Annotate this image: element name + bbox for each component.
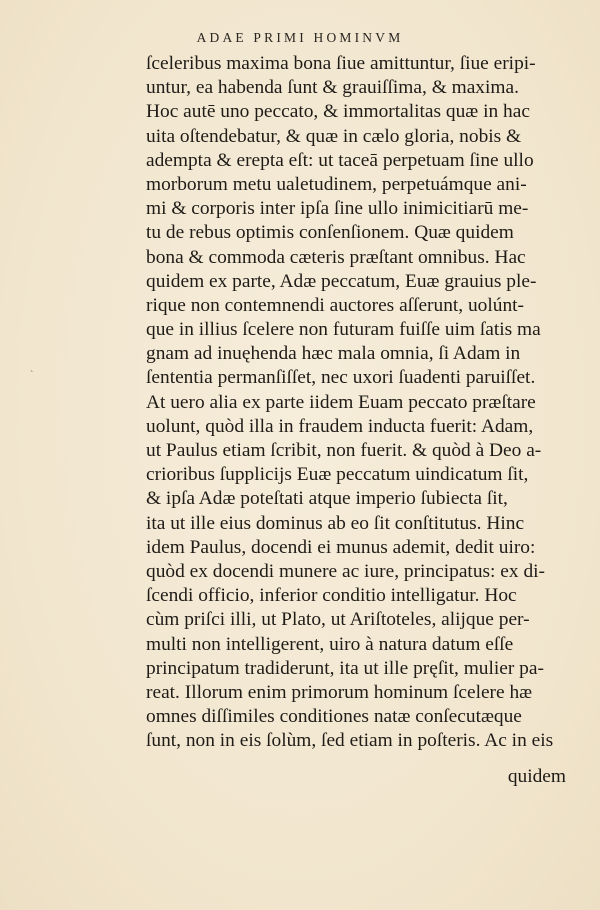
text-line: ſunt, non in eis ſolùm, ſed etiam in poſteris. Ac in eis (146, 730, 554, 752)
text-line: ſceleribus maxima bona ſiue amittuntur, ſiue eripi- (146, 53, 536, 74)
margin-mark: ˋ (30, 370, 34, 381)
text-line: idem Paulus, docendi ei munus ademit, dedit uiro: (146, 536, 536, 558)
text-line: At uero alia ex parte iidem Euam peccato præſtare (146, 391, 536, 413)
text-line: rique non contemnendi auctores aſſerunt, uolúnt- (146, 294, 525, 316)
text-line: quòd ex docendi munere ac iure, principatus: ex di- (146, 560, 545, 582)
running-title: ADAE PRIMI HOMINVM (196, 30, 404, 45)
text-line: morborum metu ualetudinem, perpetuámque ani- (146, 173, 527, 195)
text-line: gnam ad inuęhenda hæc mala omnia, ſi Adam in (146, 343, 521, 365)
text-line: untur, ea habenda ſunt & grauiſſima, & maxima. (146, 77, 519, 99)
text-line: tu de rebus optimis conſenſionem. Quæ quidem (146, 222, 514, 244)
text-line: ſcendi officio, inferior conditio intelligatur. Hoc (146, 585, 517, 607)
text-line: uolunt, quòd illa in fraudem inducta fuerit: Adam, (146, 415, 534, 437)
text-line: mi & corporis inter ipſa ſine ullo inimicitiarū me- (146, 198, 529, 220)
text-line: cùm priſci illi, ut Plato, ut Ariſtoteles, alijque per- (146, 609, 530, 631)
text-line: & ipſa Adæ poteſtati atque imperio ſubiecta ſit, (146, 488, 508, 510)
text-line: reat. Illorum enim primorum hominum ſcelere hæ (146, 681, 533, 703)
text-line: multi non intelligerent, uiro à natura datum eſſe (146, 633, 514, 655)
text-line: ſententia permanſiſſet, nec uxori ſuadenti paruiſſet. (146, 367, 536, 389)
text-line: crioribus ſupplicijs Euæ peccatum uindicatum ſit, (146, 464, 529, 486)
text-line: ita ut ille eius dominus ab eo ſit conſtitutus. Hinc (146, 512, 525, 534)
text-line: quidem ex parte, Adæ peccatum, Euæ grauius ple- (146, 270, 537, 292)
text-line: ut Paulus etiam ſcribit, non fuerit. & quòd à Deo a- (146, 440, 542, 461)
text-line: principatum tradiderunt, ita ut ille pręſit, mulier pa- (146, 657, 544, 679)
text-line: Hoc autē uno peccato, & immortalitas quæ in hac (146, 101, 530, 123)
catchword: quidem (507, 766, 566, 787)
text-line: bona & commoda cæteris præſtant omnibus. Hac (146, 246, 526, 268)
text-line: omnes diſſimiles conditiones natæ conſecutæque (146, 706, 522, 728)
text-body (146, 52, 566, 753)
text-line: que in illius ſcelere non futuram fuiſſe uim ſatis ma (146, 319, 541, 341)
text-line: adempta & erepta eſt: ut taceā perpetuam ſine ullo (146, 149, 534, 171)
text-line: uita oſtendebatur, & quæ in cælo gloria, nobis & (146, 125, 522, 147)
